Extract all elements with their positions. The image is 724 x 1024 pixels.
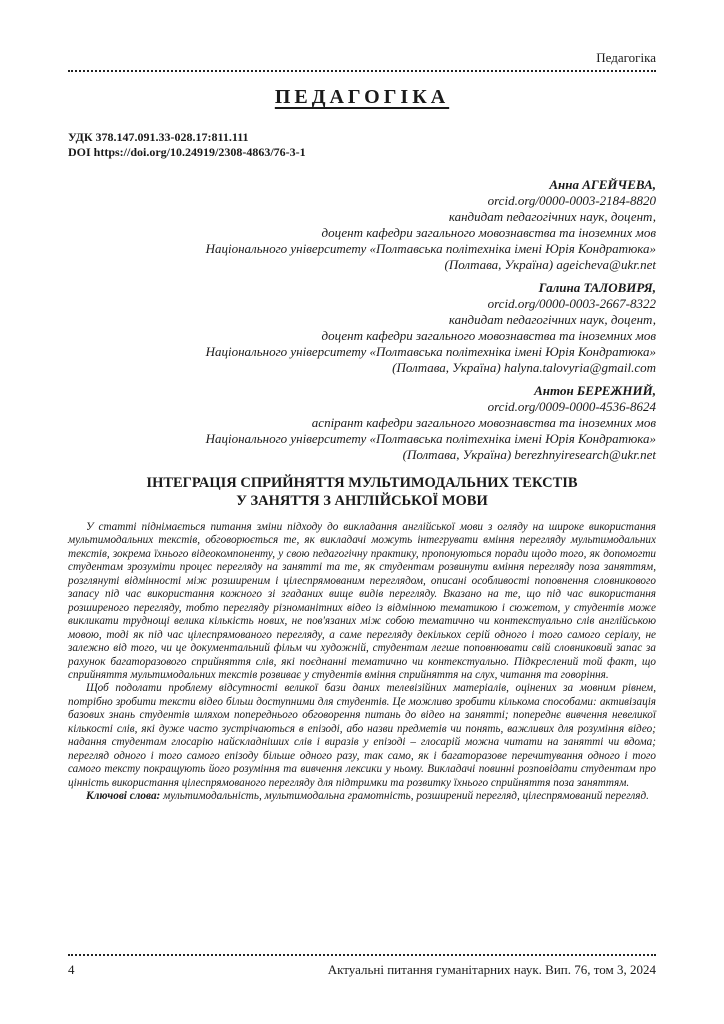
keywords-text: мультимодальність, мультимодальна грамотність, розширений перегляд, цілеспрямований перегляд. [160, 790, 649, 803]
footer-divider [68, 954, 656, 956]
journal-citation: Актуальні питання гуманітарних наук. Вип. 76, том 3, 2024 [327, 962, 656, 977]
author-name: Антон БЕРЕЖНИЙ, [534, 383, 656, 398]
author-name: Анна АГЕЙЧЕВА, [549, 177, 656, 192]
article-title [68, 474, 656, 510]
abstract [68, 521, 656, 804]
doi-link[interactable]: DOI https://doi.org/10.24919/2308-4863/76-3-1 [68, 145, 306, 159]
section-title: ПЕДАГОГІКА [274, 86, 450, 108]
page-number: 4 [68, 962, 75, 977]
author-degree: кандидат педагогічних наук, доцент, [448, 209, 656, 224]
author-block-2 [206, 280, 656, 376]
running-head: Педагогіка [596, 50, 656, 65]
article-title-line-1: ІНТЕГРАЦІЯ СПРИЙНЯТТЯ МУЛЬТИМОДАЛЬНИХ ТЕКСТІВ [146, 475, 578, 491]
keywords-label: Ключові слова: [86, 790, 161, 803]
udk-code: УДК 378.147.091.33-028.17:811.111 [68, 130, 249, 144]
author-block-3 [206, 383, 656, 463]
author-university: Національного університету «Полтавська політехніка імені Юрія Кондратюка» [205, 241, 656, 256]
author-orcid[interactable]: orcid.org/0000-0003-2667-8322 [487, 296, 656, 311]
author-location: (Полтава, Україна) halyna.talovyria@gmail.com [392, 360, 656, 375]
author-block-1 [206, 177, 656, 273]
identifiers [68, 130, 306, 160]
author-location: (Полтава, Україна) ageicheva@ukr.net [444, 257, 656, 272]
keywords [68, 790, 656, 803]
abstract-paragraph-2: Щоб подолати проблему відсутності великої бази даних телевізійних матеріалів, оцінених за мовним рівнем, потрібно зробити тексти відео більш доступними для студентів. Це можливо зробити кількома способами: активізація базових знань студентів шляхом попереднього обговорення питань до відео на занятті; попереднє вивчення невеликої кількості слів, які дуже часто зустрічаються в епізоді, або назви предметів чи понять, важливих для розуміння відео; надання студентам глосарію найскладніших слів і виразів у епізоді – глосарій можна читати на занятті чи вдома; перегляд одного і того самого епізоду більше одного разу, так само, як і багаторазове перечитування одного і того самого тексту покращують його розуміння та вивчення лексики у ньому. Викладачі повинні розповідати студентам про цінність використання цілеспрямованого перегляду для підтримки та розвитку їхнього сприйняття поза заняттям. [68, 682, 656, 789]
header-divider [68, 70, 656, 72]
author-name: Галина ТАЛОВИРЯ, [538, 280, 656, 295]
abstract-paragraph-1: У статті піднімається питання зміни підходу до викладання англійської мови з огляду на широке використання мультимодальних текстів, обговорюється те, як викладачі можуть інтегрувати вміння перегляду мультимодальних текстів, зокрема їхнього відеокомпоненту, у свою педагогічну практику, пропонуються поради щодо того, як допомогти студентам зрозуміти процес перегляду на занятті та те, як студентам розвинути вміння перегляду поза заняттям, розглянуті відмінності між розширеним і цілеспрямованим переглядом, описані особливості поповнення словникового запасу під час використання кожного зі згаданих вище видів перегляду. Вказано на те, що під час використання розширеного перегляду, тобто перегляду різноманітних відео із відмінною тематикою і сюжетом, у студентів може викликати труднощі велика кількість нових, не пов'язаних між собою тематично чи контекстуально слів англійською мовою, тоді як під час цілеспрямованого перегляду, а саме перегляду декількох серій одного і того самого серіалу, не залежно від того, чи це документальний фільм чи художній, студентам легше поповнювати свій словниковий запас за рахунок багаторазового сприйняття слів, які поєднанні тематично чи контекстуально. Підкреслений той факт, що сприйняття мультимодальних текстів розвиває у студентів вміння сприйняття на слух, читання та говоріння. [68, 521, 656, 681]
author-position: доцент кафедри загального мовознавства та іноземних мов [321, 328, 656, 343]
author-position: аспірант кафедри загального мовознавства та іноземних мов [311, 415, 656, 430]
author-orcid[interactable]: orcid.org/0000-0003-2184-8820 [487, 193, 656, 208]
author-position: доцент кафедри загального мовознавства та іноземних мов [321, 225, 656, 240]
author-university: Національного університету «Полтавська політехніка імені Юрія Кондратюка» [205, 431, 656, 446]
author-degree: кандидат педагогічних наук, доцент, [448, 312, 656, 327]
author-university: Національного університету «Полтавська політехніка імені Юрія Кондратюка» [205, 344, 656, 359]
author-orcid[interactable]: orcid.org/0009-0000-4536-8624 [487, 399, 656, 414]
article-title-line-2: У ЗАНЯТТЯ З АНГЛІЙСЬКОЇ МОВИ [236, 493, 488, 509]
author-location: (Полтава, Україна) berezhnyiresearch@ukr.net [402, 447, 656, 462]
